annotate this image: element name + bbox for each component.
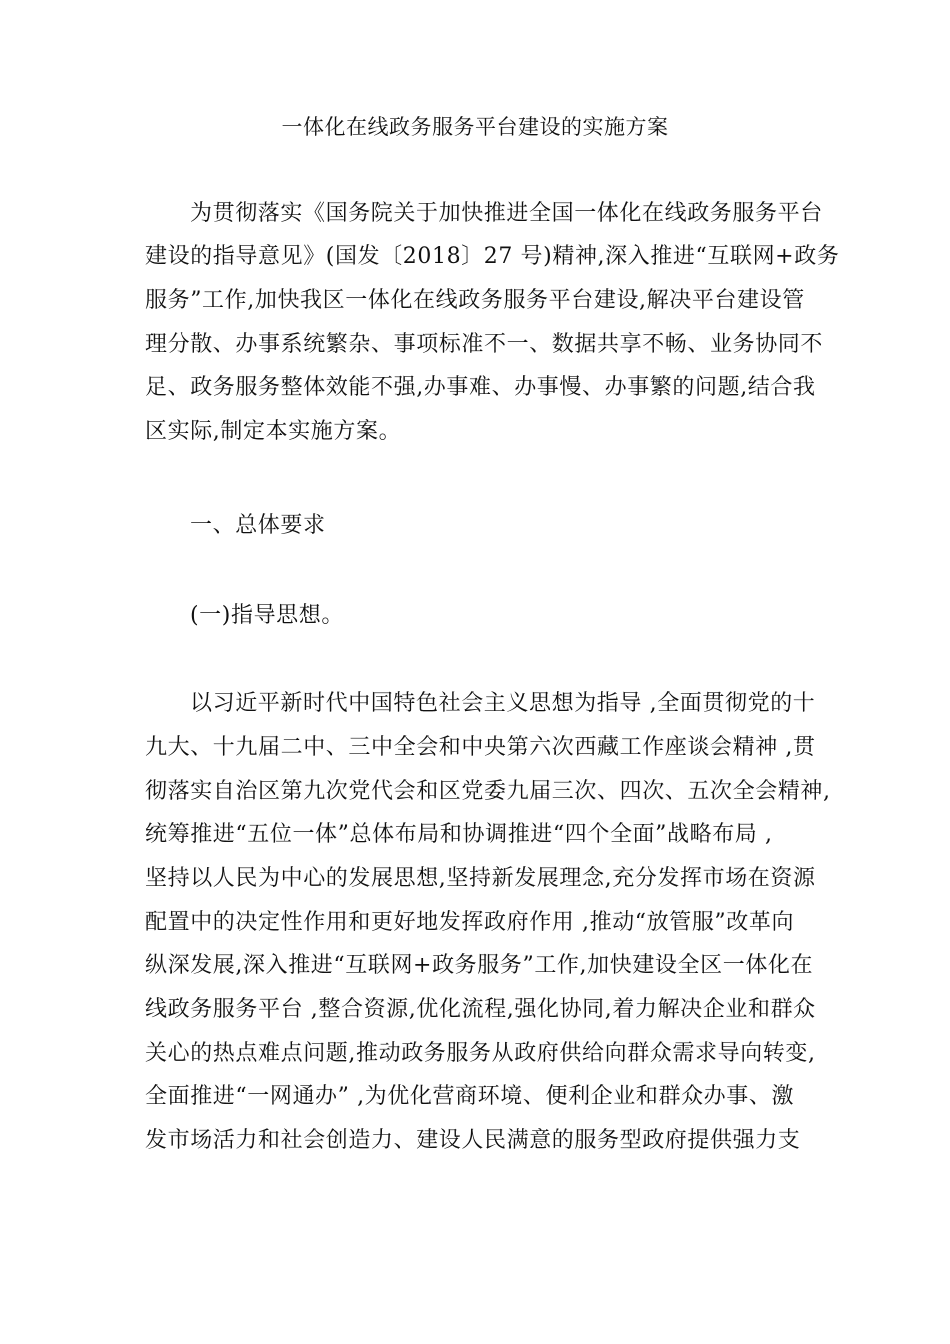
intro-line: 为贯彻落实《国务院关于加快推进全国一体化在线政务服务平台 xyxy=(190,201,823,226)
body-line: 发市场活力和社会创造力、建设人民满意的服务型政府提供强力支 xyxy=(145,1128,801,1153)
intro-line: 理分散、办事系统繁杂、事项标准不一、数据共享不畅、业务协同不 xyxy=(145,332,824,357)
body-line: 彻落实自治区第九次党代会和区党委九届三次、四次、五次全会精神, xyxy=(145,779,831,804)
body-line: 以习近平新时代中国特色社会主义思想为指导 ,全面贯彻党的十 xyxy=(190,691,816,716)
intro-line: 区实际,制定本实施方案。 xyxy=(145,419,402,444)
body-line: 线政务服务平台 ,整合资源,优化流程,强化协同,着力解决企业和群众 xyxy=(145,997,816,1022)
body-line: 配置中的决定性作用和更好地发挥政府作用 ,推动“放管服”改革向 xyxy=(145,910,795,935)
body-line: 九大、十九届二中、三中全会和中央第六次西藏工作座谈会精神 ,贯 xyxy=(145,735,816,760)
intro-line: 服务”工作,加快我区一体化在线政务服务平台建设,解决平台建设管 xyxy=(145,288,805,313)
body-line: 统筹推进“五位一体”总体布局和协调推进“四个全面”战略布局 , xyxy=(145,822,773,847)
document-title: 一体化在线政务服务平台建设的实施方案 xyxy=(281,115,669,139)
section-heading: 一、总体要求 xyxy=(190,513,326,538)
body-line: 纵深发展,深入推进“互联网+政务服务”工作,加快建设全区一体化在 xyxy=(145,953,814,978)
intro-line: 足、政务服务整体效能不强,办事难、办事慢、办事繁的问题,结合我 xyxy=(145,375,816,400)
body-line: 全面推进“一网通办” ,为优化营商环境、便利企业和群众办事、激 xyxy=(145,1084,795,1109)
subsection-heading: (一)指导思想。 xyxy=(190,603,344,628)
body-line: 关心的热点难点问题,推动政务服务从政府供给向群众需求导向转变, xyxy=(145,1041,816,1066)
body-line: 坚持以人民为中心的发展思想,坚持新发展理念,充分发挥市场在资源 xyxy=(145,866,816,891)
intro-line: 建设的指导意见》(国发〔2018〕27 号)精神,深入推进“互联网+政务 xyxy=(145,244,840,269)
